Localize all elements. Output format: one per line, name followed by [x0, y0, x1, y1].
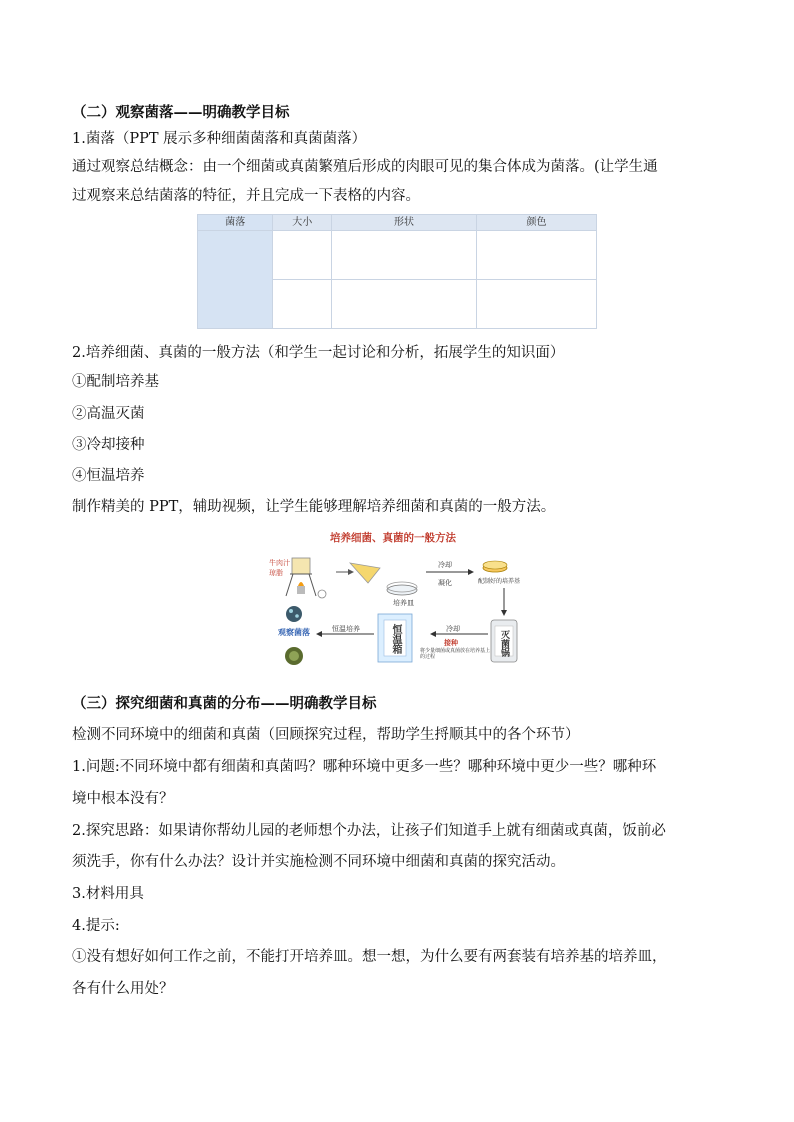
para2: 制作精美的 PPT，辅助视频，让学生能够理解培养细菌和真菌的一般方法。 — [72, 499, 556, 515]
label-cool2: 冷却 — [446, 625, 460, 633]
table-header-shape: 形状 — [332, 215, 477, 231]
step-1: ①配制培养基 — [72, 374, 159, 390]
colony-table — [197, 214, 597, 329]
section2-heading: （二）观察菌落——明确教学目标 — [72, 104, 290, 121]
table-header-colony: 菌落 — [198, 215, 273, 231]
question2-line2: 须洗手，你有什么办法？设计并实施检测不同环境中细菌和真菌的探究活动。 — [72, 854, 565, 870]
label-petri: 培养皿 — [393, 599, 414, 607]
table-cell — [332, 280, 477, 329]
figure-title: 培养细菌、真菌的一般方法 — [330, 532, 456, 544]
label-incubate: 恒温培养 — [332, 625, 360, 633]
label-agar: 琼脂 — [269, 569, 283, 577]
label-sterilizer: 灭菌锅 — [499, 630, 509, 657]
materials-heading: 3.材料用具 — [72, 886, 144, 902]
table-cell — [332, 231, 477, 280]
table-header-size: 大小 — [273, 215, 332, 231]
question1-line2: 境中根本没有？ — [72, 791, 174, 807]
label-observe: 观察菌落 — [278, 628, 310, 637]
section3-heading: （三）探究细菌和真菌的分布——明确教学目标 — [72, 695, 377, 712]
label-solidify: 凝化 — [438, 579, 452, 587]
question1-line1: 1.问题:不同环境中都有细菌和真菌吗？哪种环境中更多一些？哪种环境中更少一些？哪种环 — [72, 759, 657, 775]
table-cell — [273, 231, 332, 280]
step-2: ②高温灭菌 — [72, 406, 145, 422]
label-inoculate-note: 将少量细菌或真菌放在培养基上的过程 — [420, 648, 491, 660]
arrow-down-icon — [501, 588, 507, 616]
culture-method-figure — [250, 528, 550, 674]
tip1-line2: 各有什么用处？ — [72, 981, 174, 997]
medium-dish-icon — [483, 561, 507, 572]
section3-intro: 检测不同环境中的细菌和真菌（回顾探究过程，帮助学生捋顺其中的各个环节） — [72, 727, 580, 743]
table-cell — [476, 231, 596, 280]
funnel-icon — [336, 563, 380, 583]
table-header-color: 颜色 — [476, 215, 596, 231]
table-cell — [273, 280, 332, 329]
para1-line2: 过观察来总结菌落的特征，并且完成一下表格的内容。 — [72, 188, 420, 204]
item1-colony: 1.菌落（PPT 展示多种细菌菌落和真菌菌落） — [72, 131, 367, 147]
beaker-stand-icon — [286, 558, 326, 598]
label-prepare-medium: 配制好的培养基 — [478, 578, 521, 585]
petri-dish-icon — [387, 582, 417, 595]
label-cool: 冷却 — [438, 561, 452, 569]
question2-line1: 2.探究思路：如果请你帮幼儿园的老师想个办法，让孩子们知道手上就有细菌或真菌，饭前必 — [72, 823, 666, 839]
para1-line1: 通过观察总结概念：由一个细菌或真菌繁殖后形成的肉眼可见的集合体成为菌落。(让学生通 — [72, 159, 658, 175]
label-incubator: 恒温箱 — [390, 624, 401, 654]
table-cell — [198, 231, 273, 329]
tips-heading: 4.提示: — [72, 918, 120, 934]
step-4: ④恒温培养 — [72, 468, 145, 484]
tip1-line1: ①没有想好如何工作之前，不能打开培养皿。想一想，为什么要有两套装有培养基的培养皿， — [72, 949, 667, 965]
table-cell — [476, 280, 596, 329]
label-beef-broth: 牛肉汁 — [269, 559, 290, 567]
label-inoculate: 接种 — [444, 639, 458, 647]
item2-culture-method: 2.培养细菌、真菌的一般方法（和学生一起讨论和分析，拓展学生的知识面） — [72, 345, 565, 361]
step-3: ③冷却接种 — [72, 437, 145, 453]
